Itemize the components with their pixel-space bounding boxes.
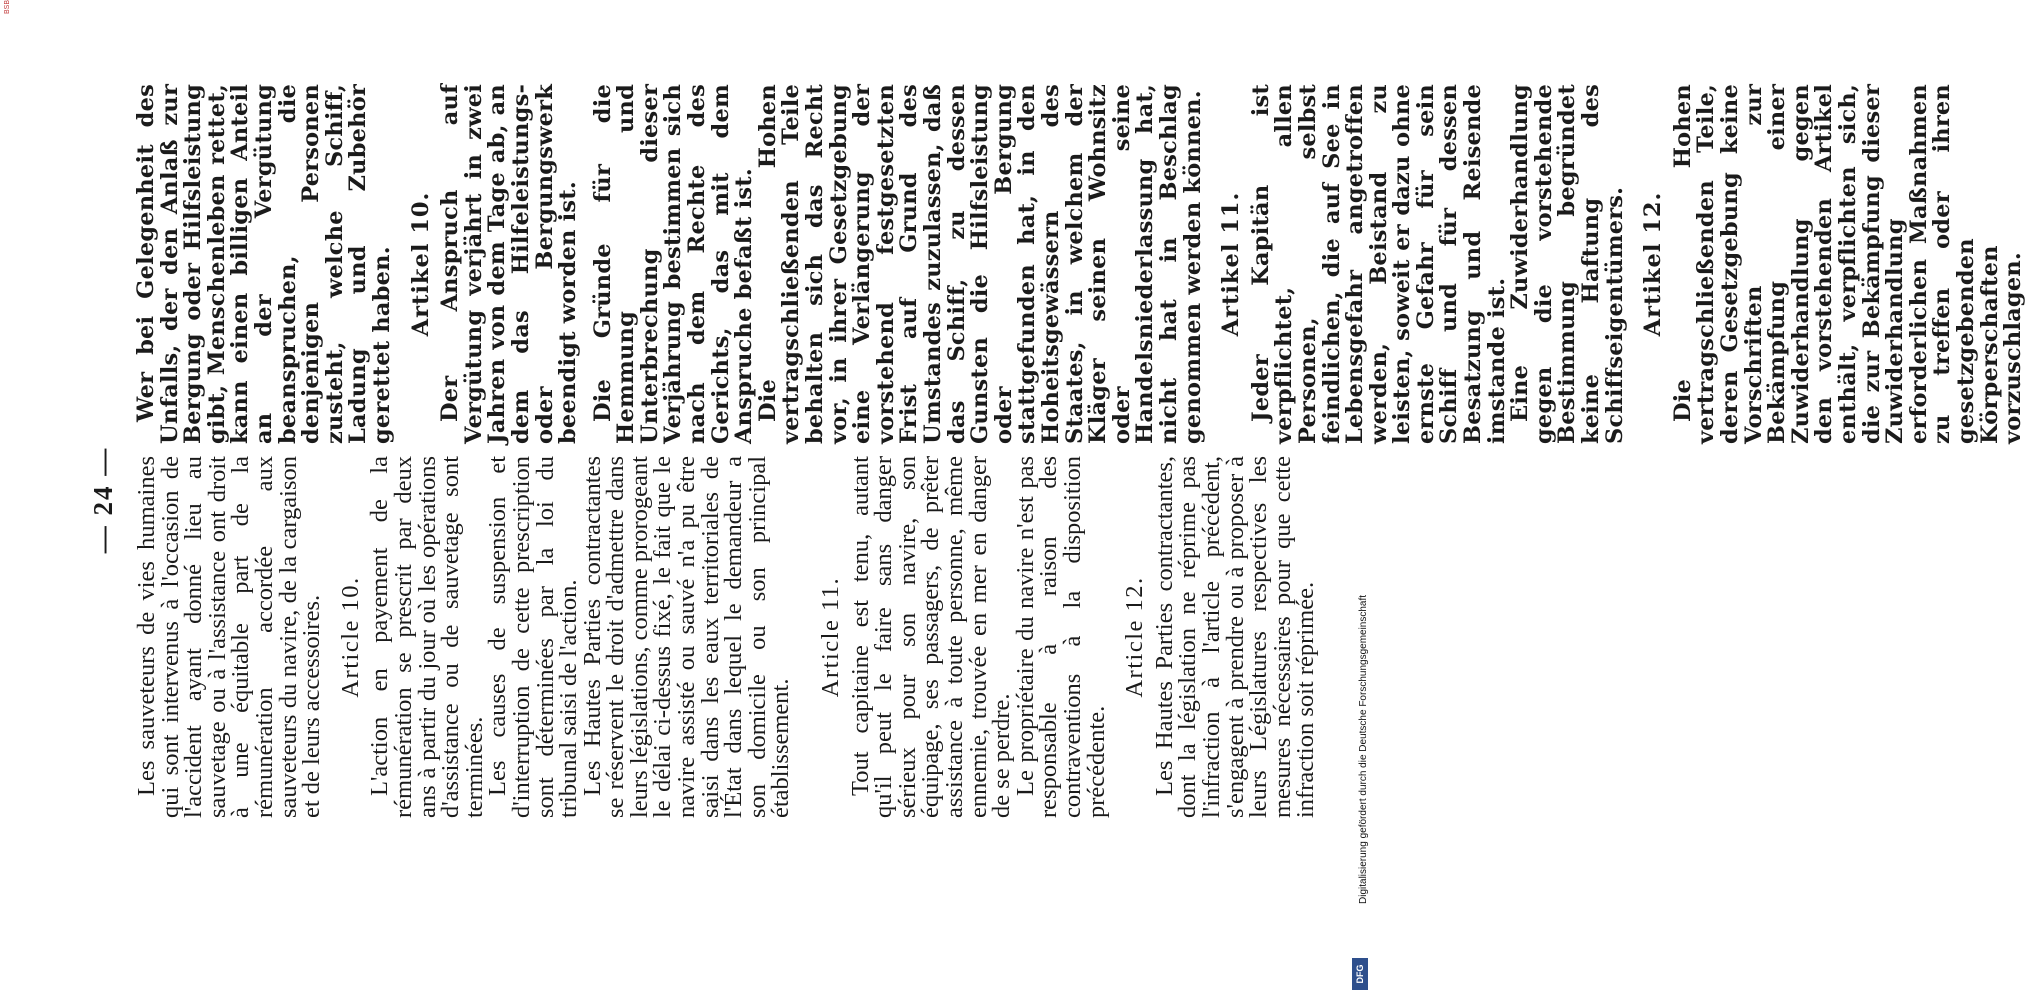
dfg-logo: DFG xyxy=(1352,958,1368,990)
german-article-11-heading: Artikel 11. xyxy=(1218,191,1245,337)
german-article-10-paragraph-3: Die Hohen vertragschließenden Teile behalten sich das Recht vor, in ihrer Gesetzgebung eine Verlängerung der vorstehend festgesetzten Frist auf Grund des Umstandes zuzulassen, daß das Schiff, zu dessen Gunsten die Hilfsleistung oder Bergung stattgefunden hat, in den Hoheitsgewässern des Staates, in welchem der Kläger seinen Wohnsitz oder seine Handelsniederlassung hat, nicht hat in Beschlag genommen werden können. xyxy=(754,84,1206,444)
french-article-12-paragraph-1: Les Hautes Parties contractantes, dont la législation ne réprime pas l'infraction à l'article précédent, s'engagent à prendre ou à proposer à leurs Législatures respectives les mesures nécessaires pour que cette infraction soit réprimée. xyxy=(1150,456,1320,818)
french-article-10-heading: Article 10. xyxy=(336,576,364,698)
french-article-10-paragraph-3: Les Hautes Parties contractantes se réservent le droit d'admettre dans leurs législations, comme prorogeant le délai ci-dessus fixé, le fait que le navire assisté ou sauvé n'a pu être saisi dans les eaux territoriales de l'État dans lequel le demandeur a son domicile ou son principal établissement. xyxy=(578,456,795,818)
french-column xyxy=(135,456,1318,818)
french-article-12-heading: Article 12. xyxy=(1121,576,1149,698)
german-article-12-heading: Artikel 12. xyxy=(1640,191,1667,337)
digitization-notice: Digitalisierung gefördert durch die Deutsche Forschungsgemeinschaft xyxy=(1358,594,1369,904)
german-article-10-paragraph-1: Der Anspruch auf Vergütung verjährt in zwei Jahren von dem Tage ab, an dem das Hilfeleistungs- oder Bergungswerk beendigt worden ist. xyxy=(437,84,582,444)
german-column xyxy=(135,84,2026,444)
german-article-10-paragraph-2: Die Gründe für die Hemmung und Unterbrechung dieser Verjährung bestimmen sich nach dem Rechte des Gerichts, das mit dem Anspruche befaßt ist. xyxy=(589,84,758,444)
page-number: — 24 — xyxy=(88,446,118,554)
french-article-11-paragraph-2: Le propriétaire du navire n'est pas responsable à raison des contraventions à la disposition précédente. xyxy=(1011,456,1110,818)
german-article-10-heading: Artikel 10. xyxy=(407,191,434,337)
german-article-12-paragraph-1: Die Hohen vertragschließenden Teile, deren Gesetzgebung keine Vorschriften zur Bekämpfung einer Zuwiderhandlung gegen den vorstehenden Artikel enthält, verpflichten sich, die zur Bekämpfung dieser Zuwiderhandlung erforderlichen Maßnahmen zu treffen oder ihren gesetzgebenden Körperschaften vorzuschlagen. xyxy=(1669,84,2026,444)
french-article-11-paragraph-1: Tout capitaine est tenu, autant qu'il peut le faire sans danger sérieux pour son navire, son équipage, ses passagers, de prêter assistance à toute personne, même ennemie, trouvée en mer en danger de se perdre. xyxy=(846,456,1016,818)
french-article-11-heading: Article 11. xyxy=(817,576,845,698)
french-article-10-paragraph-2: Les causes de suspension et d'interruption de cette prescription sont déterminées par la loi du tribunal saisi de l'action. xyxy=(484,456,583,818)
german-intro-paragraph: Wer bei Gelegenheit des Unfalls, der den Anlaß zur Bergung oder Hilfsleistung gibt, Menschenleben rettet, kann einen billigen Anteil an der Vergütung beanspruchen, die denjenigen Personen zusteht, welche Schiff, Ladung und Zubehör gerettet haben. xyxy=(133,84,395,444)
german-article-11-paragraph-1: Jeder Kapitän ist verpflichtet, allen Personen, selbst feindlichen, die auf See in Lebensgefahr angetroffen werden, Beistand zu leisten, soweit er dazu ohne ernste Gefahr für sein Schiff und für dessen Besatzung und Reisende imstande ist. xyxy=(1247,84,1510,444)
french-intro-paragraph: Les sauveteurs de vies humaines qui sont intervenus à l'occasion de l'accident ayant donné lieu au sauvetage ou à l'assistance ont droit à une équitable part de la rémunération accordée aux sauveteurs du navire, de la cargaison et de leurs accessoires. xyxy=(133,456,326,818)
german-article-11-paragraph-2: Eine Zuwiderhandlung gegen die vorstehende Bestimmung begründet keine Haftung des Schiffseigentümers. xyxy=(1507,84,1628,444)
french-article-10-paragraph-1: L'action en payement de la rémunération se prescrit par deux ans à partir du jour où les opérations d'assistance ou de sauvetage sont terminées. xyxy=(366,456,488,818)
bsb-watermark: BSB xyxy=(4,0,11,14)
